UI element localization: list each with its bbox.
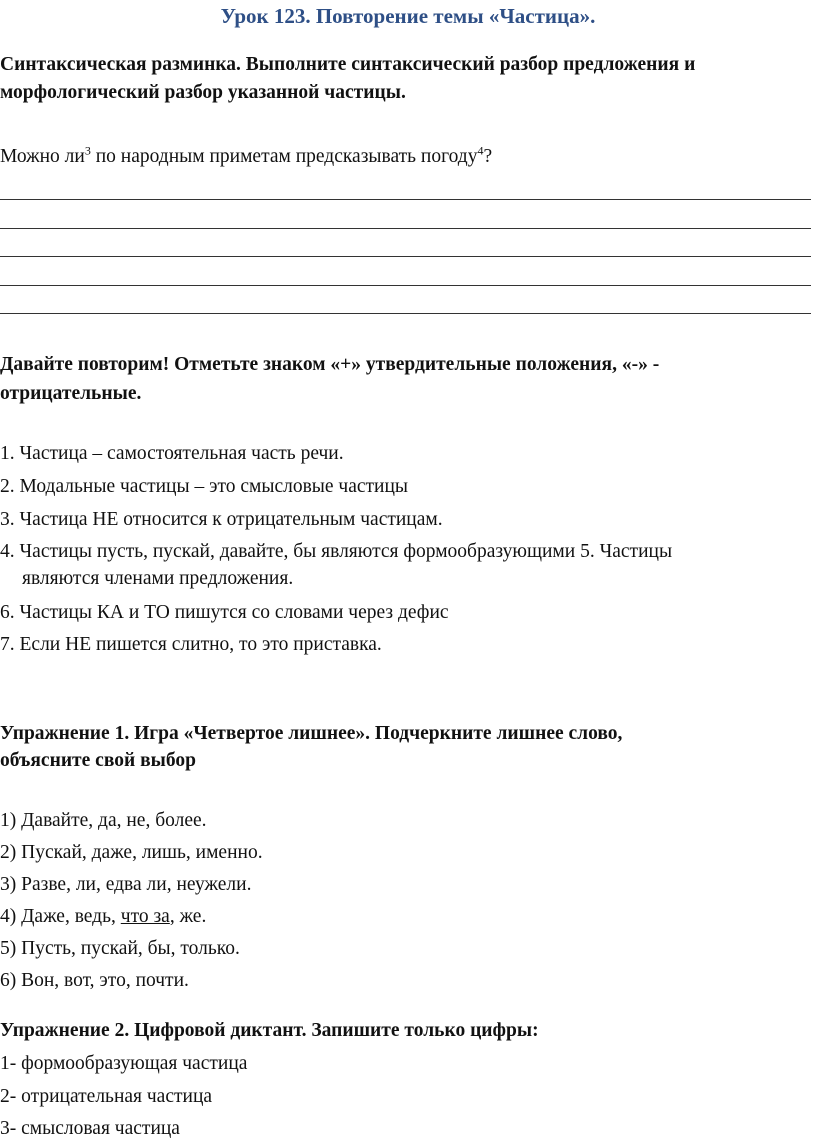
- review-item: 3. Частица НЕ относится к отрицательным частицам.: [0, 509, 443, 530]
- review-heading-line1: Давайте повторим! Отметьте знаком «+» утвердительные положения, «-» -: [0, 354, 660, 375]
- item4-before: 4) Даже, ведь,: [0, 906, 121, 927]
- sentence-part3: ?: [483, 146, 493, 167]
- warmup-heading-line2: морфологический разбор указанной частицы.: [0, 82, 406, 103]
- exercise1-item: 3) Разве, ли, едва ли, неужели.: [0, 874, 252, 895]
- review-item: 1. Частица – самостоятельная часть речи.: [0, 443, 344, 464]
- exercise1-heading-line2: объясните свой выбор: [0, 750, 196, 771]
- exercise1-item: 1) Давайте, да, не, более.: [0, 810, 207, 831]
- sentence-sup2: 4: [477, 143, 484, 158]
- review-item: 6. Частицы КА и ТО пишутся со словами через дефис: [0, 602, 449, 623]
- sentence-part2: по народным приметам предсказывать погоду: [90, 146, 478, 167]
- review-item: 7. Если НЕ пишется слитно, то это приставка.: [0, 634, 382, 655]
- warmup-sentence: [0, 143, 493, 168]
- exercise1-heading-line1: Упражнение 1. Игра «Четвертое лишнее». Подчеркните лишнее слово,: [0, 723, 623, 744]
- exercise2-heading: Упражнение 2. Цифровой диктант. Запишите только цифры:: [0, 1020, 539, 1041]
- exercise1-item: 5) Пусть, пускай, бы, только.: [0, 938, 240, 959]
- review-item: 2. Модальные частицы – это смысловые частицы: [0, 476, 409, 497]
- answer-line: [0, 228, 811, 229]
- review-item-continuation: являются членами предложения.: [22, 568, 294, 589]
- page-title: Урок 123. Повторение темы «Частица».: [220, 4, 596, 28]
- exercise2-item: 2- отрицательная частица: [0, 1086, 213, 1107]
- warmup-heading-line1: Синтаксическая разминка. Выполните синтаксический разбор предложения и: [0, 54, 696, 75]
- exercise2-item: 3- смысловая частица: [0, 1118, 180, 1139]
- sentence-part1: Можно ли: [0, 146, 85, 167]
- answer-line: [0, 313, 811, 314]
- review-heading-line2: отрицательные.: [0, 383, 142, 404]
- exercise2-item: 1- формообразующая частица: [0, 1053, 248, 1074]
- answer-line: [0, 199, 811, 200]
- answer-line: [0, 285, 811, 286]
- exercise1-item: 2) Пускай, даже, лишь, именно.: [0, 842, 263, 863]
- sentence-sup1: 3: [84, 143, 91, 158]
- item4-after: , же.: [169, 906, 207, 927]
- exercise1-item: 6) Вон, вот, это, почти.: [0, 970, 189, 991]
- answer-line: [0, 256, 811, 257]
- review-item: 4. Частицы пусть, пускай, давайте, бы являются формообразующими 5. Частицы: [0, 541, 673, 562]
- item4-underlined: что за: [120, 906, 170, 927]
- exercise1-item: [0, 906, 206, 928]
